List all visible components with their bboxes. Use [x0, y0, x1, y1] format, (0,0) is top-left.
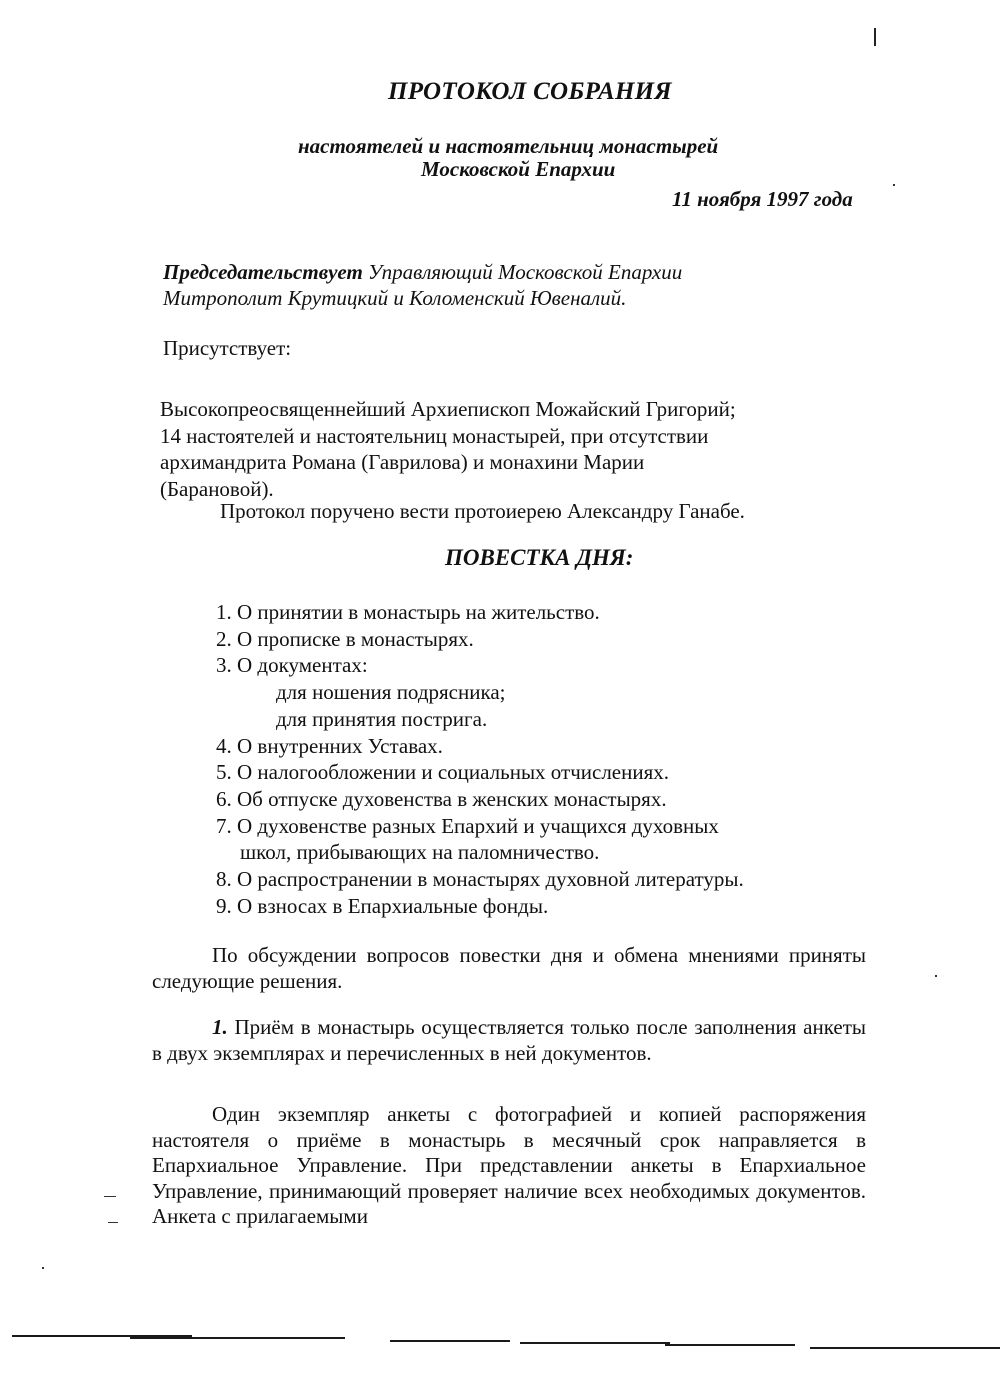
agenda-title: ПОВЕСТКА ДНЯ: — [445, 545, 634, 570]
meeting-date: 11 ноября 1997 года — [672, 187, 853, 211]
document-title: ПРОТОКОЛ СОБРАНИЯ — [388, 78, 672, 105]
agenda-list — [216, 599, 744, 919]
agenda-item: 4. О внутренних Уставах. — [216, 733, 443, 758]
scan-speck — [893, 184, 895, 186]
attendee-line: 14 настоятелей и настоятельниц монастырей, при отсутствии — [160, 423, 709, 448]
secretary-note: Протокол поручено вести протоиерею Александру Ганабе. — [220, 499, 745, 523]
decision-1-continuation-paragraph — [152, 1102, 866, 1230]
scan-speck — [104, 1196, 116, 1197]
scan-artifact-line — [130, 1337, 345, 1339]
decision-number: 1. — [212, 1015, 228, 1039]
present-label: Присутствует: — [163, 336, 292, 360]
attendee-line: архимандрита Романа (Гаврилова) и монахини Марии — [160, 450, 645, 474]
agenda-subitem: для ношения подрясника; — [276, 680, 506, 705]
agenda-item: 3. О документах: — [216, 653, 368, 678]
agenda-item: 8. О распространении в монастырях духовной литературы. — [216, 867, 744, 892]
page-number-mark — [874, 28, 876, 46]
decision-continuation-text: Один экземпляр анкеты с фотографией и копией распоряжения настоятеля о приёме в монастырь в месячный срок направляется в Епархиальное Управление. При представлении анкеты в Епархиальное Управление, принимающий проверяет наличие всех необходимых документов. Анкета с прилагаемыми — [152, 1102, 866, 1228]
attendees-list — [160, 396, 736, 502]
scan-artifact-line — [520, 1342, 670, 1344]
agenda-subitem: для принятия пострига. — [276, 706, 488, 731]
scan-speck — [935, 975, 937, 977]
document-subtitle-line2: Московской Епархии — [421, 157, 616, 181]
decision-text: Приём в монастырь осуществляется только после заполнения анкеты в двух экземплярах и перечисленных в ней документов. — [152, 1015, 866, 1065]
attendee-line: Высокопреосвященнейший Архиепископ Можайский Григорий; — [160, 397, 736, 421]
agenda-item: 9. О взносах в Епархиальные фонды. — [216, 893, 549, 918]
attendee-line: (Барановой). — [160, 476, 274, 501]
chairperson-label: Председательствует — [163, 260, 363, 284]
agenda-item: 1. О принятии в монастырь на жительство. — [216, 600, 600, 624]
discussion-paragraph — [152, 943, 866, 994]
chairperson-line1 — [163, 260, 682, 285]
chairperson-line2: Митрополит Крутицкий и Коломенский Ювеналий. — [163, 286, 627, 310]
scan-artifact-line — [390, 1340, 510, 1342]
agenda-item: 2. О прописке в монастырях. — [216, 626, 474, 651]
scan-speck — [42, 1267, 44, 1269]
scan-artifact-line — [665, 1344, 795, 1346]
document-subtitle-line1: настоятелей и настоятельниц монастырей — [298, 134, 719, 158]
agenda-item: 7. О духовенстве разных Епархий и учащихся духовных — [216, 813, 719, 838]
decision-1-paragraph — [152, 1015, 866, 1066]
discussion-text: По обсуждении вопросов повестки дня и обмена мнениями приняты следующие решения. — [152, 943, 866, 993]
scan-artifact-line — [810, 1347, 1000, 1349]
agenda-item: 5. О налогообложении и социальных отчислениях. — [216, 760, 670, 785]
scan-speck — [108, 1222, 118, 1223]
chairperson-title: Управляющий Московской Епархии — [362, 260, 683, 284]
agenda-item: 6. Об отпуске духовенства в женских монастырях. — [216, 786, 667, 811]
agenda-item-continuation: школ, прибывающих на паломничество. — [240, 840, 600, 865]
